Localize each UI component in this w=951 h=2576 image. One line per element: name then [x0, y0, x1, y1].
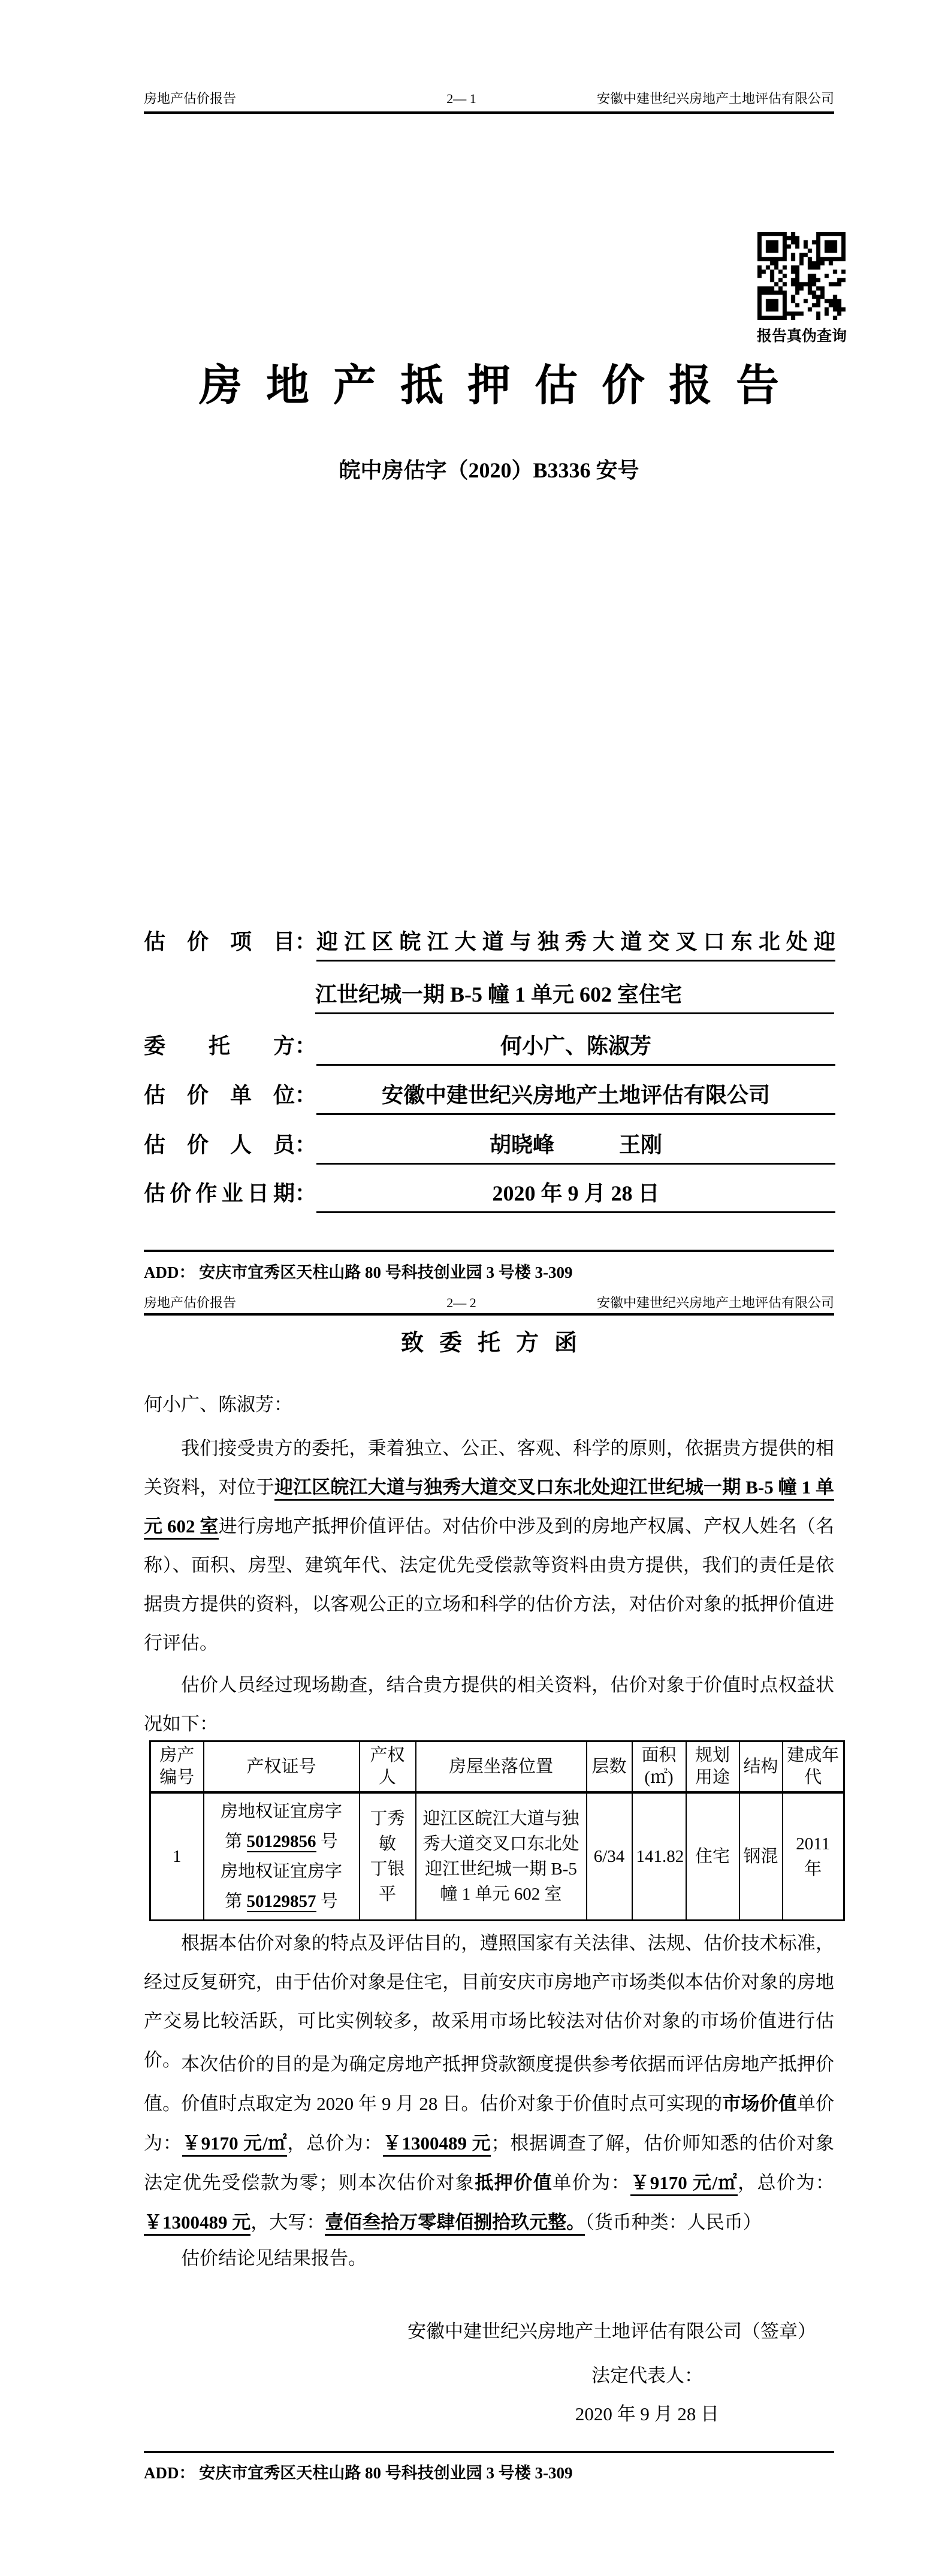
p4-text: ，总价为：: [287, 2133, 383, 2154]
p4-text: 本次估价的目的是为确定房地产抵押贷款额度提供参考依据而评估房地产抵押价值。价值时点取定为 2020 年 9 月 28 日。估价对象于价值时点可实现的: [144, 2054, 834, 2114]
p1-property-address: 迎江区皖江大道与独秀大道交叉口东北处迎江世纪城一期 B-5 幢 1 单元 602 室: [144, 1477, 834, 1540]
cert-line: 房地权证宜房字: [220, 1802, 342, 1821]
report-number: 皖中房估字（2020）B3336 安号: [339, 458, 639, 482]
signature-date: 2020 年 9 月 28 日: [575, 2403, 720, 2424]
page1-header-company: 安徽中建世纪兴房地产土地评估有限公司: [596, 91, 834, 106]
cert-number: 50129856: [246, 1832, 316, 1851]
p4-text: 单价为：: [553, 2172, 631, 2193]
letter-paragraph-5: 估价结论见结果报告。: [181, 2248, 367, 2269]
legal-representative-label: 法定代表人：: [591, 2365, 703, 2386]
field-label-client: 委托方: [144, 1034, 295, 1058]
field-row-client: [144, 1032, 839, 1066]
cell-property-no: 1: [150, 1792, 204, 1921]
col-header-year: 建成年代: [783, 1741, 844, 1793]
field-row-agency: [144, 1081, 839, 1115]
qr-caption: 报告真伪查询: [756, 328, 847, 344]
field-colon: ：: [295, 1181, 317, 1205]
page2-header-doc-type: 房地产估价报告: [144, 1295, 237, 1310]
p4-total-price: ￥1300489 元: [383, 2133, 491, 2157]
letter-title: 致委托方函: [400, 1331, 593, 1356]
cell-location: 迎江区皖江大道与独秀大道交叉口东北处迎江世纪城一期 B-5 幢 1 单元 602 室: [416, 1792, 587, 1921]
field-row-date: [144, 1179, 839, 1213]
field-colon: ：: [295, 1133, 317, 1157]
page1-header-rule: [144, 111, 834, 114]
report-title: 房地产抵押估价报告: [198, 362, 803, 410]
cert-line: 号: [316, 1832, 338, 1851]
letter-paragraph-2: 估价人员经过现场勘查，结合贵方提供的相关资料，估价对象于价值时点权益状况如下：: [144, 1674, 834, 1734]
cell-cert-no: [204, 1792, 360, 1921]
cell-area: 141.82: [632, 1792, 686, 1921]
page1-header-doc-type: 房地产估价报告: [144, 91, 237, 106]
cert-line: 号: [316, 1892, 338, 1911]
cert-number: 50129857: [246, 1892, 316, 1911]
p4-unit-price: ￥9170 元/㎡: [630, 2172, 738, 2196]
p4-market-value-term: 市场价值: [722, 2093, 797, 2114]
letter-salutation: 何小广、陈淑芳：: [144, 1394, 292, 1415]
field-row-project: [144, 927, 839, 962]
p4-text: ，大写：: [250, 2212, 325, 2233]
p1-text: 进行房地产抵押价值评估。对估价中涉及到的房地产权属、产权人姓名（名称）、面积、房型、建筑年代、法定优先受偿款等资料由贵方提供，我们的责任是依据贵方提供的资料，以客观公正的立场和科学的估价方法，对估价对象的抵押价值进行评估。: [144, 1516, 835, 1653]
table-data-row: [150, 1792, 844, 1921]
page2-header-company: 安徽中建世纪兴房地产土地评估有限公司: [596, 1295, 834, 1310]
cert-line: 第: [225, 1892, 247, 1911]
property-table: [149, 1740, 845, 1921]
col-header-usage: 规划用途: [686, 1741, 739, 1793]
col-header-floors: 层数: [587, 1741, 632, 1793]
p1-text: 我们接受贵方的委托，秉着独立、公正、客观、科学的原则，依据贵方提供的相关资料，对位于: [144, 1438, 834, 1498]
p4-text: （货币种类：人民币）: [585, 2212, 762, 2233]
letter-paragraph-4: [144, 2045, 834, 2242]
cert-line: 第: [225, 1832, 247, 1851]
cell-year: 2011 年: [783, 1792, 844, 1921]
cell-floors: 6/34: [587, 1792, 632, 1921]
owner-name: 丁秀敏: [370, 1809, 405, 1854]
field-value-project-line2: 江世纪城一期 B-5 幢 1 单元 602 室住宅: [315, 980, 834, 1014]
col-header-property-no: 房产编号: [150, 1741, 204, 1793]
qr-code-canvas: [757, 232, 846, 320]
p4-mortgage-value-term: 抵押价值: [475, 2172, 553, 2193]
owner-name: 丁银平: [370, 1860, 405, 1904]
field-label-date: 估价作业日期: [144, 1181, 295, 1205]
p4-unit-price: ￥9170 元/㎡: [182, 2133, 288, 2157]
cell-usage: 住宅: [686, 1792, 739, 1921]
qr-code: [757, 231, 847, 321]
page1-footer-address: ADD： 安庆市宜秀区天柱山路 80 号科技创业园 3 号楼 3-309: [144, 1263, 573, 1281]
page1-header-page-number: 2— 1: [446, 91, 476, 106]
cell-structure: 钢混: [739, 1792, 783, 1921]
field-label-valuers: 估价人员: [144, 1133, 295, 1157]
letter-paragraph-1: [144, 1429, 834, 1662]
page2-footer-address: ADD： 安庆市宜秀区天柱山路 80 号科技创业园 3 号楼 3-309: [144, 2464, 573, 2482]
col-header-location: 房屋坐落位置: [416, 1741, 587, 1793]
field-value-project-line1: 迎江区皖江大道与独秀大道交叉口东北处迎: [316, 927, 835, 962]
p4-total-price: ￥1300489 元: [144, 2212, 250, 2236]
field-colon: ：: [295, 930, 317, 954]
col-header-cert-no: 产权证号: [204, 1741, 360, 1793]
field-value-date: 2020 年 9 月 28 日: [316, 1179, 835, 1213]
page2-header-page-number: 2— 2: [446, 1295, 476, 1310]
field-colon: ：: [295, 1034, 317, 1058]
page2-header-rule: [144, 1313, 834, 1316]
field-value-agency: 安徽中建世纪兴房地产土地评估有限公司: [316, 1081, 835, 1115]
page1-footer-rule: [144, 1250, 834, 1252]
signature-company: 安徽中建世纪兴房地产土地评估有限公司（签章）: [407, 2321, 816, 2342]
col-header-area: 面积(㎡): [632, 1741, 686, 1793]
p4-text: ；根据调查了解，估价师知悉的估价对象法定优先受偿款为零；则本次估价对象: [144, 2133, 835, 2193]
letter-paragraph-3: 根据本估价对象的特点及评估目的，遵照国家有关法律、法规、估价技术标准，经过反复研究，由于估价对象是住宅，目前安庆市房地产市场类似本估价对象的房地产交易比较活跃，可比实例较多，故采用市场比较法对估价对象的市场价值进行估价。: [144, 1933, 834, 2070]
signature-block: [548, 2357, 746, 2433]
cert-line: 房地权证宜房字: [220, 1862, 342, 1881]
col-header-structure: 结构: [739, 1741, 783, 1793]
field-colon: ：: [295, 1083, 317, 1107]
cell-owner: [360, 1792, 416, 1921]
p4-amount-in-words: 壹佰叁拾万零肆佰捌拾玖元整。: [325, 2212, 585, 2236]
field-value-client: 何小广、陈淑芳: [316, 1032, 835, 1066]
p4-text: 单价为：: [144, 2093, 835, 2154]
field-row-valuers: [144, 1130, 839, 1165]
table-header-row: [150, 1741, 844, 1793]
field-value-valuers: 胡晓峰 王刚: [316, 1130, 835, 1165]
field-label-project: 估价项目: [144, 930, 295, 954]
col-header-owner: 产权人: [360, 1741, 416, 1793]
field-row-project-line2: [144, 980, 839, 1014]
p4-text: ，总价为：: [738, 2172, 835, 2193]
field-label-agency: 估价单位: [144, 1083, 295, 1107]
page2-footer-rule: [144, 2451, 834, 2453]
